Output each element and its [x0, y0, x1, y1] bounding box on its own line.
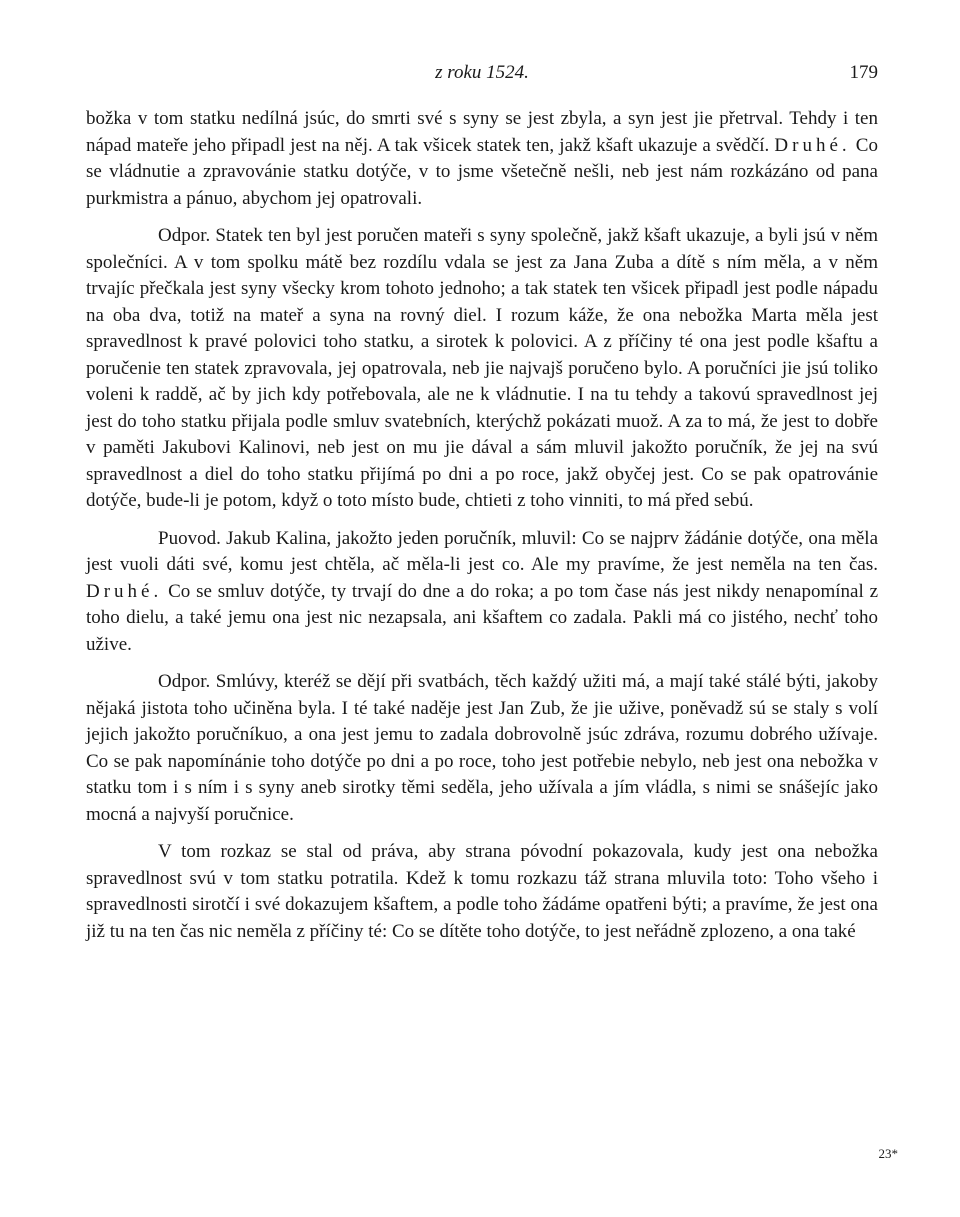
page-number: 179 [849, 62, 878, 83]
paragraph [86, 526, 878, 659]
paragraph [86, 669, 878, 828]
paragraph-text: V tom rozkaz se stal od práva, aby strana póvodní pokazovala, kudy jest ona nebožka spravedlnost svú v tom statku potratila. Kdež k tomu rozkazu táž strana mluvila toto: Toho všeho i spravedlnosti sirotčí i své dokazujem kšaftem, a podle toho žádáme opatřeni býti; a pravíme, že jest ona již tu na ten čas nic neměla z příčiny té: Co se dítěte toho dotýče, to jest neřádně zplozeno, a ona také [86, 841, 878, 942]
book-page [86, 60, 878, 945]
paragraph-text: Puovod. Jakub Kalina, jakožto jeden poručník, mluvil: Co se najprv žádánie dotýče, ona měla jest vuoli dáti své, komu jest chtěla, ač měla-li jest co. Ale my pravíme, že jest neměla na ten čas. [86, 527, 878, 575]
paragraph-text: Co se smluv dotýče, ty trvají do dne a do roka; a po tom čase nás jest nikdy nenapomínal z toho dielu, a také jemu ona jest nic nezapsala, ani kšaftem co zadala. Pakli má co jistého, nechť toho užive. [86, 580, 878, 655]
running-title: z roku 1524. [435, 62, 529, 83]
paragraph [86, 839, 878, 945]
body-text [86, 106, 878, 945]
paragraph-text: Odpor. Smlúvy, kteréž se dějí při svatbách, těch každý užiti má, a mají také stálé býti, jakoby nějaká jistota toho učiněna byla. I té také naděje jest Jan Zub, že jie uživе, poněvadž sú se staly s volí jejich jakožto poručníkuo, a ona jest jemu to zadala dobrovolně jsúc zdráva, rozumu dobrého užívaje. Co se pak napomínánie toho dotýče po dni a po roce, toho jest potřebie nebylo, neb jest ona nebožka v statku tom i s ním i s syny aneb sirotky těmi seděla, jeho užívala a jím vládla, s nimi se snášejíc jako mocná a najvyší poručnice. [86, 671, 878, 825]
paragraph-text: Co se vládnutie a zpravovánie statku dotýče, v to jsme všetečně nešli, neb jest nám rozkázáno od pana purkmistra a pánuo, abychom jej opatrovali. [86, 134, 878, 209]
spaced-emphasis: Druhé. [774, 134, 851, 156]
paragraph [86, 223, 878, 515]
signature-mark: 23* [878, 1146, 898, 1161]
paragraph-text: božka v tom statku nedílná jsúc, do smrti své s syny se jest zbyla, a syn jest jie přetrval. Tehdy i ten nápad mateře jeho připadl jest na něj. A tak všicek statek ten, jakž kšaft ukazuje a svědčí. [86, 108, 878, 156]
page-header [86, 60, 878, 92]
spaced-emphasis: Druhé. [86, 580, 163, 602]
paragraph [86, 106, 878, 212]
paragraph-text: Odpor. Statek ten byl jest poručen mateři s syny společně, jakž kšaft ukazuje, a byli jsú v něm společníci. A v tom spolku mátě bez rozdílu vdala se jest za Jana Zuba a dítě s ním měla, a v něm trvajíc přečkala jest syny všecky krom tohoto jednoho; a tak statek ten všicek připadl jest podle nápadu na oba dva, totiž na mateř a syna na rovný diel. I rozum káže, že ona nebožka Marta měla jest spravedlnost k pravé polovici toho statku, a sirotek k polovici. A z příčiny té ona jest podle kšaftu a poručenie ten statek zpravovala, jej opatrovala, neb jie najvajš poručeno bylo. A poručníci jie jsú toliko voleni k raddě, ač by jich kdy potřebovala, ale ne k vládnutie. I na tu tehdy a takovú spravedlnost jej jest do toho statku přijala podle smluv svatebních, kterýchž pokázati muož. A za to má, že jest to dobře v paměti Jakubovi Kalinovi, neb jest on mu jie dával a sám mluvil jakožto poručník, že jej na svú spravedlnost a diel do toho statku přijímá po dni a po roce, jakž obyčej jest. Co se pak opatrovánie dotýče, bude-li je potom, když o toto místo bude, chtieti z toho vinniti, to má před sebú. [86, 225, 878, 511]
